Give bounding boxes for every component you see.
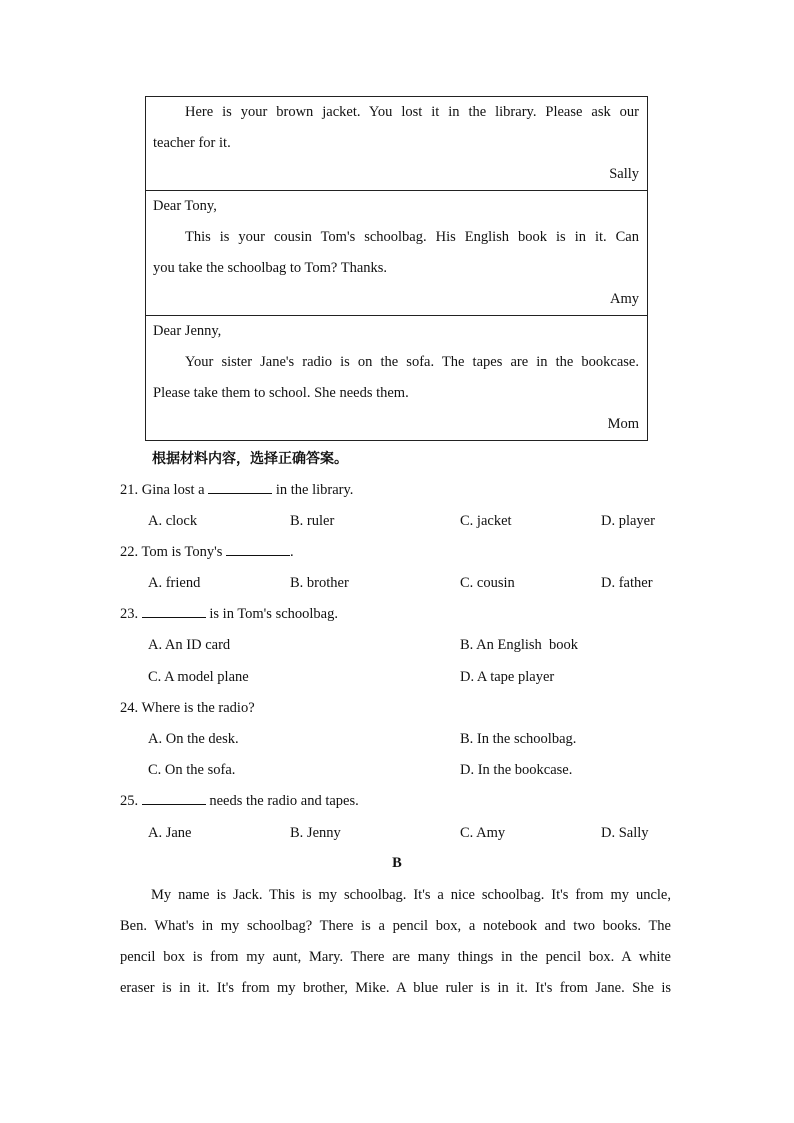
question-text: needs the radio and tapes. (209, 793, 359, 809)
passage-line: pencil box is from my aunt, Mary. There are many things in the pencil box. A white (120, 949, 671, 965)
question-text: . (290, 544, 294, 560)
answer-blank[interactable] (208, 480, 272, 494)
question-number: 24. (120, 700, 139, 716)
option-b[interactable]: B. Jenny (290, 825, 341, 841)
note-greeting: Dear Tony, (153, 198, 217, 214)
answer-blank[interactable] (226, 542, 290, 556)
question-text: is in Tom's schoolbag. (209, 606, 338, 622)
option-c[interactable]: C. cousin (460, 575, 515, 591)
notes-table (145, 96, 648, 441)
note-line: Here is your brown jacket. You lost it in the library. Please ask our (185, 104, 639, 120)
option-b[interactable]: B. ruler (290, 513, 335, 529)
option-a[interactable]: A. Jane (148, 825, 192, 841)
instruction: 根据材料内容，选择正确答案。 (152, 451, 348, 467)
option-a[interactable]: A. friend (148, 575, 201, 591)
passage-line: My name is Jack. This is my schoolbag. It's a nice schoolbag. It's from my uncle, (151, 887, 671, 903)
note-line: This is your cousin Tom's schoolbag. His English book is in it. Can (185, 229, 639, 245)
answer-blank[interactable] (142, 791, 206, 805)
option-d[interactable]: D. In the bookcase. (460, 762, 573, 778)
option-b[interactable]: B. An English book (460, 637, 579, 653)
question-text: in the library. (275, 482, 354, 498)
question-text: Gina lost a (141, 482, 205, 498)
option-d[interactable]: D. player (601, 513, 655, 529)
reading-passage (120, 880, 671, 1004)
passage-line: eraser is in it. It's from my brother, Mike. A blue ruler is in it. It's from Jane. She is (120, 980, 671, 996)
question-number: 21. (120, 482, 139, 498)
option-b[interactable]: B. brother (290, 575, 349, 591)
question-24 (120, 698, 255, 718)
question-number: 23. (120, 606, 139, 622)
question-number: 22. (120, 544, 139, 560)
option-a[interactable]: A. On the desk. (148, 731, 239, 747)
note-signature: Sally (609, 166, 639, 182)
option-b[interactable]: B. In the schoolbag. (460, 731, 577, 747)
question-25 (120, 791, 359, 811)
note-line: Please take them to school. She needs them. (153, 385, 409, 401)
question-text: Tom is Tony's (141, 544, 223, 560)
question-text: Where is the radio? (141, 700, 255, 716)
option-c[interactable]: C. Amy (460, 825, 506, 841)
question-22 (120, 542, 294, 562)
option-d[interactable]: D. Sally (601, 825, 649, 841)
note-line: you take the schoolbag to Tom? Thanks. (153, 260, 388, 276)
option-d[interactable]: D. father (601, 575, 653, 591)
option-c[interactable]: C. jacket (460, 513, 512, 529)
question-21 (120, 480, 353, 500)
passage-line: Ben. What's in my schoolbag? There is a pencil box, a notebook and two books. The (120, 918, 671, 934)
option-c[interactable]: C. On the sofa. (148, 762, 236, 778)
note-sally (146, 97, 647, 191)
note-amy (146, 191, 647, 316)
answer-blank[interactable] (142, 604, 206, 618)
note-line: Your sister Jane's radio is on the sofa. The tapes are in the bookcase. (185, 354, 639, 370)
note-signature: Amy (610, 291, 639, 307)
question-23 (120, 604, 338, 624)
question-number: 25. (120, 793, 139, 809)
note-line: teacher for it. (153, 135, 231, 151)
note-mom (146, 316, 647, 440)
note-signature: Mom (607, 416, 639, 432)
option-a[interactable]: A. An ID card (148, 637, 231, 653)
option-a[interactable]: A. clock (148, 513, 198, 529)
option-d[interactable]: D. A tape player (460, 669, 555, 685)
option-c[interactable]: C. A model plane (148, 669, 249, 685)
section-heading: B (392, 855, 402, 871)
note-greeting: Dear Jenny, (153, 323, 222, 339)
